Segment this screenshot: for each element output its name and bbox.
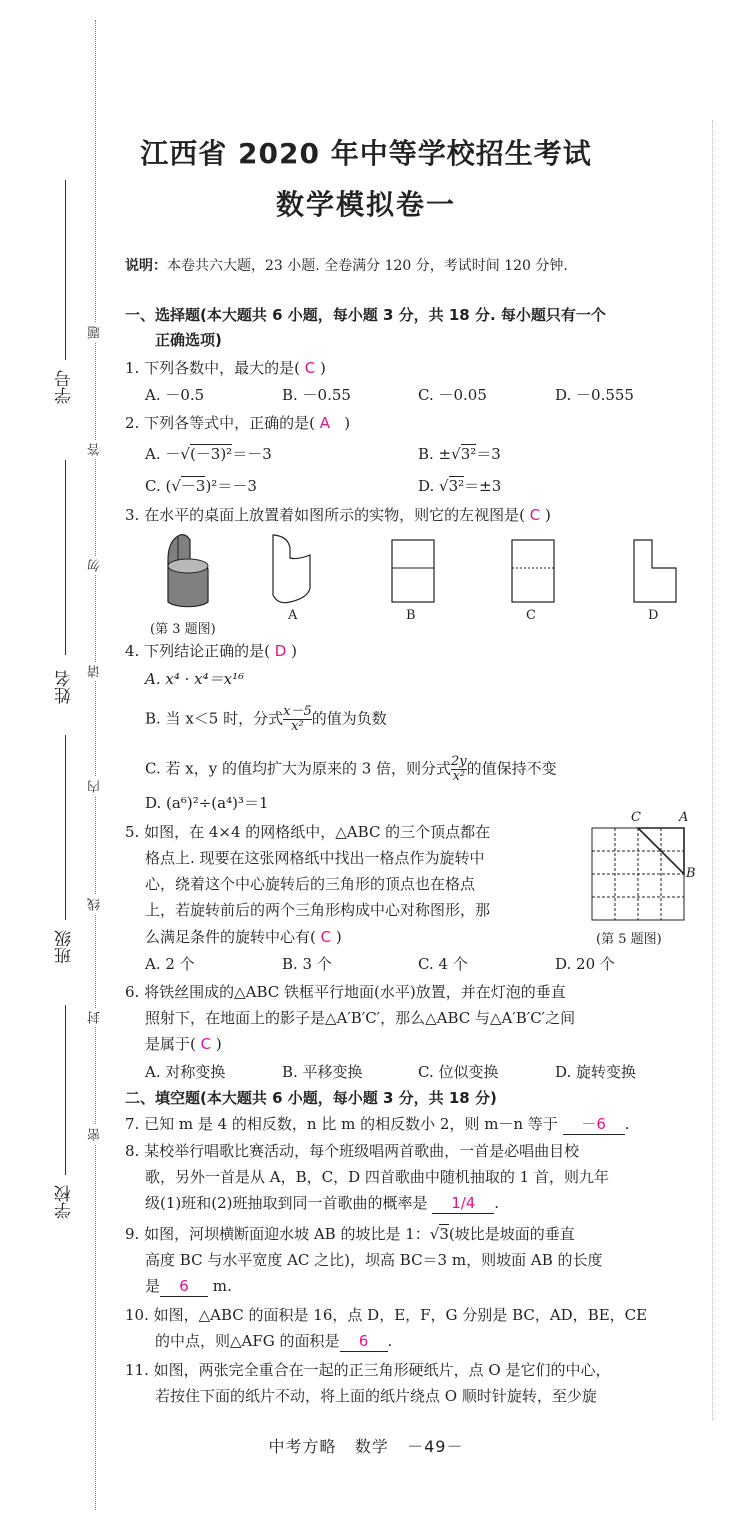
q4-option-d: D. (a⁶)²÷(a⁴)³＝1 [145, 794, 269, 812]
q8-line-last: 级(1)班和(2)班抽取到同一首歌曲的概率是 1/4 . [145, 1194, 500, 1212]
q1-answer: C [304, 359, 316, 377]
q4-answer: D [274, 642, 287, 660]
field-school-line [65, 1005, 66, 1175]
q3-solid-figure [160, 530, 220, 615]
q8-line: 歌，另外一首是从 A，B，C，D 四首歌曲中随机抽取的 1 首，则九年 [145, 1168, 609, 1186]
field-school: 学校 [55, 1185, 75, 1219]
q3-figure-caption: (第 3 题图) [150, 622, 216, 637]
q7: 7. 已知 m 是 4 的相反数，n 比 m 的相反数小 2，则 m－n 等于 －6 . [125, 1115, 630, 1133]
q1-option-b: B. －0.55 [282, 386, 351, 404]
q5-line-last: 么满足条件的旋转中心有( C ) [145, 928, 342, 946]
q3-label-a: A [288, 608, 298, 623]
q7-answer: －6 [563, 1114, 625, 1135]
q3-answer: C [529, 506, 541, 524]
q2-option-a: A. －√(－3)²＝－3 [145, 445, 272, 463]
q8-answer: 1/4 [432, 1193, 494, 1214]
q4-stem: 4. 下列结论正确的是( D ) [125, 642, 297, 660]
q5-answer: C [320, 928, 332, 946]
q9-answer: 6 [160, 1276, 208, 1297]
q5-line: 上，若旋转前后的两个三角形构成中心对称图形，那 [145, 901, 491, 919]
q11-line: 11. 如图，两张完全重合在一起的正三角形硬纸片，点 O 是它们的中心， [125, 1361, 611, 1379]
q4-option-a: A. x⁴ · x⁴＝x¹⁶ [145, 670, 245, 688]
seal-char: 密 [86, 1125, 105, 1144]
q6-option-d: D. 旋转变换 [555, 1063, 637, 1081]
field-class: 班级 [55, 930, 75, 964]
q5-line: 5. 如图，在 4×4 的网格纸中，△ABC 的三个顶点都在 [125, 823, 491, 841]
q5-figure-caption: (第 5 题图) [596, 932, 662, 947]
q8-line: 8. 某校举行唱歌比赛活动，每个班级唱两首歌曲，一首是必唱曲目校 [125, 1142, 580, 1160]
field-class-line [65, 735, 66, 920]
q1-option-a: A. －0.5 [145, 386, 205, 404]
q2-option-c: C. (√－3)²＝－3 [145, 477, 257, 495]
seal-char: 答 [86, 440, 105, 459]
exam-subtitle: 数学模拟卷一 [275, 188, 456, 221]
q5-option-a: A. 2 个 [145, 955, 195, 973]
q9-line1: 9. 如图，河坝横断面迎水坡 AB 的坡比是 1：√3(坡比是坡面的垂直 [125, 1225, 575, 1243]
q6-line: 照射下，在地面上的影子是△A′B′C′，那么△ABC 与△A′B′C′之间 [145, 1009, 576, 1027]
q5-label-b: B [686, 866, 696, 881]
q1-option-d: D. －0.555 [555, 386, 634, 404]
q3-option-d-figure [630, 538, 680, 606]
seal-char: 勿 [86, 556, 105, 575]
page-number: －49－ [407, 1437, 464, 1456]
q6-answer: C [200, 1035, 212, 1053]
q3-option-b-figure [388, 538, 438, 606]
section2-heading: 二、填空题(本大题共 6 小题，每小题 3 分，共 18 分) [125, 1089, 497, 1107]
seal-char: 封 [86, 1008, 105, 1027]
q4-option-b: B. 当 x＜5 时，分式 $\frac{x-5}{\text{x²}}$ 的值为负数 [145, 704, 387, 734]
q3-stem: 3. 在水平的桌面上放置着如图所示的实物，则它的左视图是( C ) [125, 506, 551, 524]
q4-option-c: C. 若 x，y 的值均扩大为原来的 3 倍，则分式 $\frac{2y}{\text{x²}}$ 的值保持不变 [145, 754, 557, 784]
q5-option-b: B. 3 个 [282, 955, 332, 973]
q6-line-last: 是属于( C ) [145, 1035, 222, 1053]
q6-option-c: C. 位似变换 [418, 1063, 499, 1081]
q2-answer: A [319, 414, 330, 432]
q3-label-d: D [648, 608, 659, 623]
section1-heading-cont: 正确选项) [155, 331, 222, 349]
q10-answer: 6 [340, 1331, 388, 1352]
q10-line2: 的中点，则△AFG 的面积是 6 . [155, 1332, 393, 1350]
field-name: 姓名 [55, 670, 75, 704]
q11-line: 若按住下面的纸片不动，将上面的纸片绕点 O 顺时针旋转，至少旋 [155, 1387, 597, 1405]
q5-label-a: A [679, 810, 689, 825]
section1-heading: 一、选择题(本大题共 6 小题，每小题 3 分，共 18 分. 每小题只有一个 [125, 306, 606, 324]
q9-line3: 是 6 m. [145, 1277, 232, 1295]
q6-line: 6. 将铁丝围成的△ABC 铁框平行地面(水平)放置，并在灯泡的垂直 [125, 983, 566, 1001]
seal-char: 题 [86, 323, 105, 342]
q5-line: 心，绕着这个中心旋转后的三角形的顶点也在格点 [145, 875, 476, 893]
q3-label-b: B [406, 608, 416, 623]
binding-dashed-line [95, 20, 96, 1510]
seal-char: 请 [86, 662, 105, 681]
q5-label-c: C [631, 810, 641, 825]
q6-option-a: A. 对称变换 [145, 1063, 226, 1081]
field-name-line [65, 460, 66, 655]
q5-option-c: C. 4 个 [418, 955, 468, 973]
seal-char: 线 [86, 895, 105, 914]
q10-line1: 10. 如图，△ABC 的面积是 16，点 D，E，F，G 分别是 BC，AD，BE，CE [125, 1306, 648, 1324]
instructions: 说明：本卷共六大题，23 小题. 全卷满分 120 分，考试时间 120 分钟. [125, 258, 568, 274]
q5-line: 格点上. 现要在这张网格纸中找出一格点作为旋转中 [145, 849, 485, 867]
page-footer: 中考方略 数学 －49－ [268, 1437, 464, 1456]
right-dotted-line [712, 120, 713, 1420]
q2-option-b: B. ±√3²＝3 [418, 445, 501, 463]
q1-stem: 1. 下列各数中，最大的是( C ) [125, 359, 326, 377]
seal-char: 内 [86, 777, 105, 796]
q6-option-b: B. 平移变换 [282, 1063, 363, 1081]
q3-option-c-figure [508, 538, 558, 606]
q1-option-c: C. －0.05 [418, 386, 487, 404]
q3-option-a-figure [268, 530, 318, 610]
q2-stem: 2. 下列各等式中，正确的是( A ) [125, 414, 351, 432]
exam-title: 江西省 2020 年中等学校招生考试 [140, 137, 592, 170]
q2-option-d: D. √3²＝±3 [418, 477, 502, 495]
q9-line2: 高度 BC 与水平宽度 AC 之比)，坝高 BC＝3 m，则坡面 AB 的长度 [145, 1251, 603, 1269]
field-student-number: 学号 [55, 370, 75, 404]
q5-option-d: D. 20 个 [555, 955, 615, 973]
q3-label-c: C [526, 608, 536, 623]
q5-grid-figure [590, 812, 690, 932]
